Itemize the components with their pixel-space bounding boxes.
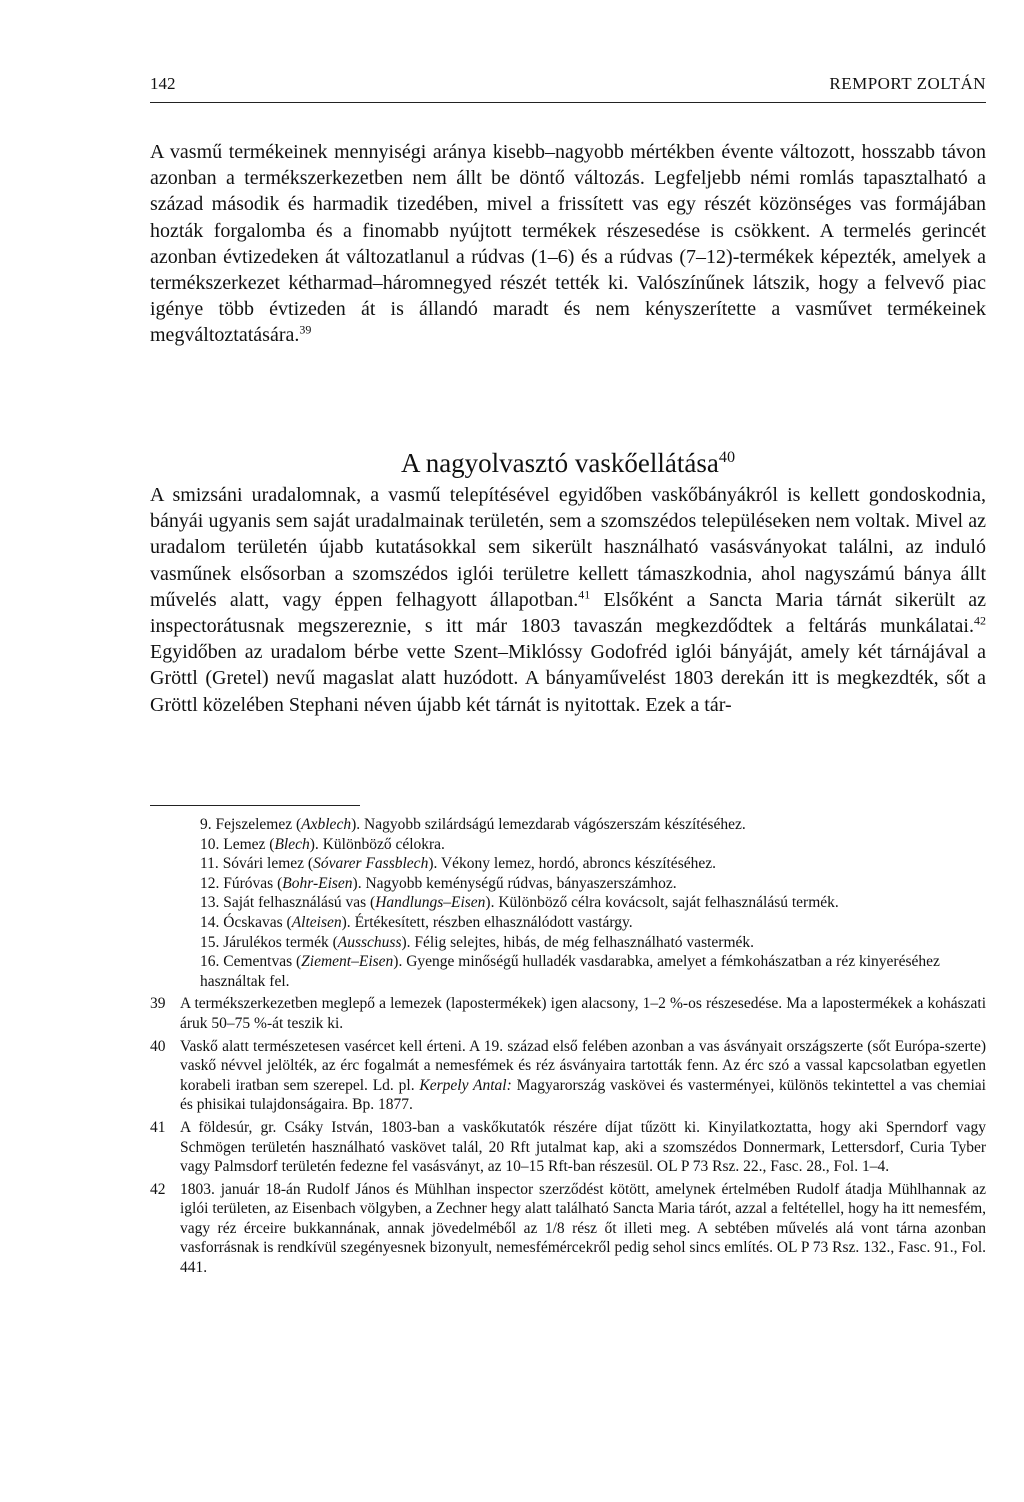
- footnote-text: Vaskő alatt természetesen vasércet kell érteni. A 19. század első felében azonban a vas ásványait országszerte (sőt Európa-szerte) vaskő névvel jelölték, az érc fogalmát a nemesfémek és réz ásványaira tartották fenn. Az érc szó a vassal kapcsolatban egyetlen korabeli iratban sem szerepel. Ld. pl. Kerpely Antal: Magyarország vaskövei és vasterményei, különös tekintettel a vas chemiai és phisikai tulajdonságaira. Bp. 1877.: [180, 1037, 986, 1114]
- footnote-39: [150, 994, 986, 1033]
- footnote-number: 41: [150, 1118, 166, 1136]
- glossary-item: 10. Lemez (Blech). Különböző célokra.: [200, 835, 445, 853]
- footnote-number: 39: [150, 995, 166, 1013]
- glossary-item: 14. Ócskavas (Alteisen). Értékesített, részben elhasználódott vastárgy.: [200, 913, 633, 931]
- glossary-item: 13. Saját felhasználású vas (Handlungs–Eisen). Különböző célra kovácsolt, saját felhasználású termék.: [200, 894, 839, 912]
- paragraph-2-part3: Egyidőben az uradalom bérbe vette Szent–Miklóssy Godofréd iglói bányáját, amely két tárnájával a Gröttl (Gretel) nevű magaslat alatt huzódott. A bányaművelést 1803 derekán itt is megkezdték, sőt a Gröttl közelében Stephani néven újabb két tárnát is nyitottak. Ezek a tár-: [150, 641, 986, 716]
- paragraph-2-part1: A smizsáni uradalomnak, a vasmű telepítésével egyidőben vaskőbányákról is kellett gondoskodnia, bányái ugyanis sem saját uradalmainak területén, sem a szomszédos településeken nem voltak. Mivel az uradalom területén újabb kutatásokkal sem sikerült használható vasásványokat találni, az induló vasműnek elsősorban a szomszédos iglói területre kellett támaszkodnia, ahol nagyszámú bánya állt művelés alatt, vagy éppen felhagyott állapotban.: [150, 484, 986, 611]
- section-heading-text: A nagyolvasztó vaskőellátása: [400, 448, 719, 478]
- footnote-text: A földesúr, gr. Csáky István, 1803-ban a vaskőkutatók részére díjat tűzött ki. Kinyilatkoztatta, hogy aki Sperndorf vagy Schmögen területén használható vaskövet talál, 20 Rft jutalmat kap, aki a szomszédos Donnermark, Lettersdorf, Curia Tyber vagy Palmsdorf területén fedezne fel vasásványt, az 10–15 Rft-ban részesül. OL P 73 Rsz. 22., Fasc. 28., Fol. 1–4.: [180, 1118, 986, 1176]
- page-number: 142: [150, 74, 176, 93]
- footnote-42: [150, 1180, 986, 1278]
- footnote-number: 40: [150, 1037, 166, 1055]
- footnote-number: 42: [150, 1180, 166, 1198]
- glossary-item: 11. Sóvári lemez (Sóvarer Fassblech). Vékony lemez, hordó, abroncs készítéséhez.: [200, 855, 716, 873]
- footnote-ref-42: 42: [974, 613, 986, 628]
- glossary-item: 16. Cementvas (Ziement–Eisen). Gyenge minőségű hulladék vasdarabka, amelyet a fémkohászatban a réz kinyeréséhez használtak fel.: [200, 953, 940, 990]
- running-title: REMPORT ZOLTÁN: [829, 74, 986, 93]
- glossary-item: 15. Járulékos termék (Ausschuss). Félig selejtes, hibás, de még felhasználható vastermék.: [200, 933, 755, 951]
- footnote-text: 1803. január 18-án Rudolf János és Mühlhan inspector szerződést kötött, amelynek értelmében Rudolf átadja Mühlhannak az iglói területen, az Eisenbach völgyben, a Zechner hegy alatt található Sancta Maria tárót, azzal a feltétellel, hogy ha itt nemesfém, vagy réz érceire bukkannának, annak jövedelméből az 1/8 rész őt illeti meg. A sebtében művelés alá vont tárna azonban vasforrásnak is rendkívül szegényesnek bizonyult, nemesfémércekről pedig sehol sincs említés. OL P 73 Rsz. 132., Fasc. 91., Fol. 441.: [180, 1180, 986, 1277]
- paragraph-1-text: A vasmű termékeinek mennyiségi aránya kisebb–nagyobb mértékben évente változott, hosszabb távon azonban a termékszerkezetben nem állt be döntő változás. Legfeljebb némi romlás tapasztalható a század második és harmadik tizedében, mivel a frissített vas egy részét közönséges vas formájában hozták forgalomba és a finomabb nyújtott termékek részesedése is csökkent. A termelés gerincét azonban évtizedeken át változatlanul a rúdvas (1–6) és a rúdvas (7–12)-termékek képezték, amelyek a termékszerkezet kétharmad–háromnegyed részét tették ki. Valószínűnek látszik, hogy a felvevő piac igénye több évtizeden át is állandó maradt és nem kényszerítette a vasművet termékeinek megváltoztatására.: [150, 141, 986, 347]
- footnote-40: [150, 1037, 986, 1115]
- section-heading: [150, 448, 986, 479]
- footnotes-area: [150, 815, 986, 1278]
- footnote-41: [150, 1118, 986, 1177]
- running-header: [150, 74, 986, 103]
- footnote-ref-39: 39: [299, 322, 312, 337]
- footnote-ref-41: 41: [578, 587, 591, 602]
- glossary-list: [150, 815, 986, 991]
- paragraph-2-part2: Elsőként a Sancta Maria tárnát sikerült az inspectorátusnak megszereznie, s itt már 1803 tavaszán megkezdődtek a feltárás munkálatai.: [150, 588, 986, 638]
- footnote-text: A termékszerkezetben meglepő a lemezek (lapostermékek) igen alacsony, 1–2 %-os részesedése. Ma a lapostermékek a kohászati áruk 50–75 %-át teszik ki.: [180, 995, 986, 1032]
- paragraph-1: [150, 139, 986, 349]
- glossary-item: 12. Fúróvas (Bohr-Eisen). Nagyobb keménységű rúdvas, bányaszerszámhoz.: [200, 874, 677, 892]
- footnote-ref-40: 40: [718, 448, 736, 466]
- footnote-divider: [150, 805, 360, 806]
- cited-author: Kerpely Antal:: [419, 1076, 512, 1094]
- paragraph-2: [150, 482, 986, 718]
- glossary-item: 9. Fejszelemez (Axblech). Nagyobb szilárdságú lemezdarab vágószerszám készítéséhez.: [200, 816, 746, 833]
